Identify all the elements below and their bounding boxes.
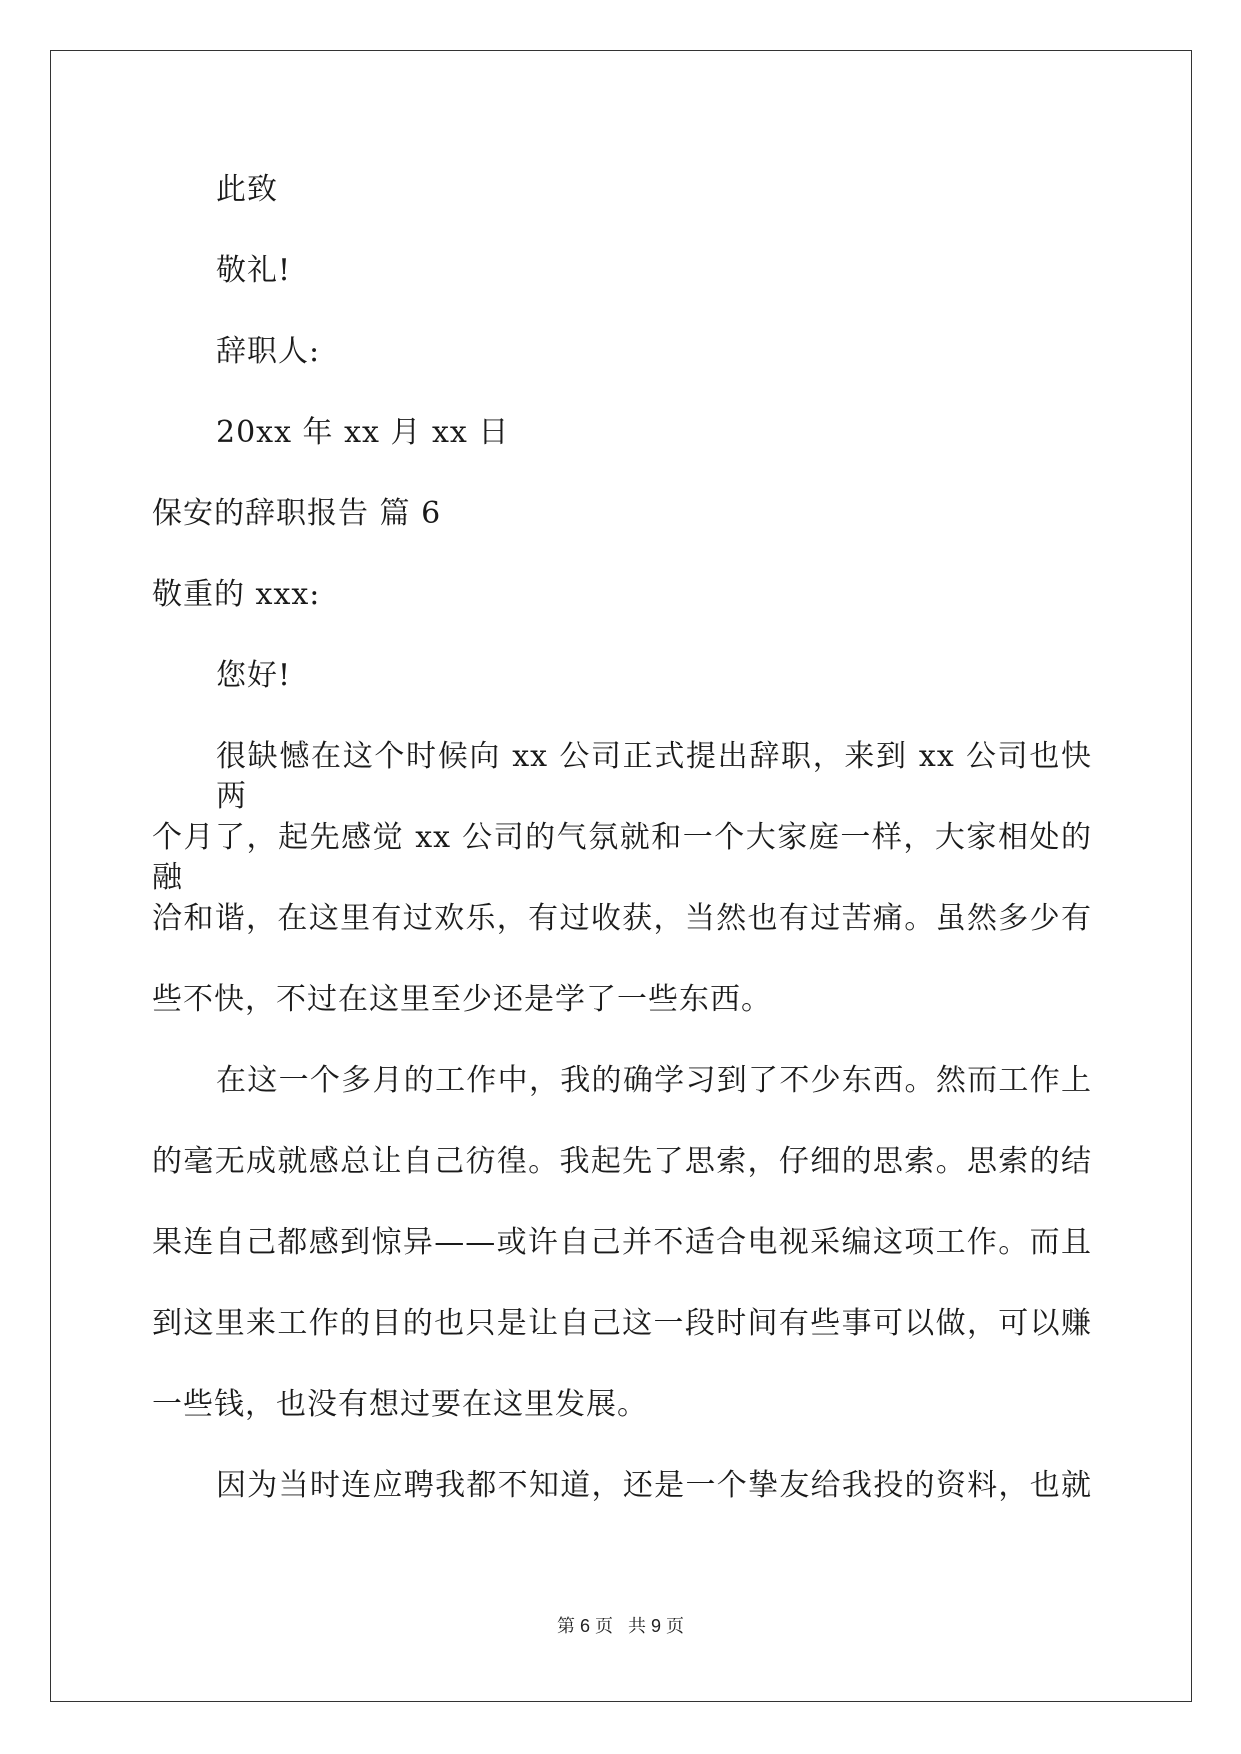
paragraph-2-line-4: 到这里来工作的目的也只是让自己这一段时间有些事可以做，可以赚 [152,1306,1092,1341]
paragraph-2-line-3: 果连自己都感到惊异——或许自己并不适合电视采编这项工作。而且 [152,1225,1092,1260]
paragraph-2-line-5: 一些钱，也没有想过要在这里发展。 [152,1387,648,1422]
page-number-footer: 第 6 页 共 9 页 [556,1616,685,1636]
paragraph-2-line-1: 在这一个多月的工作中，我的确学习到了不少东西。然而工作上 [216,1063,1092,1098]
signature-date: 20xx 年 xx 月 xx 日 [216,415,510,450]
paragraph-1-line-4: 些不快，不过在这里至少还是学了一些东西。 [152,982,772,1017]
letter-greeting: 您好! [216,658,292,693]
signer-label: 辞职人: [216,334,321,369]
paragraph-1-line-3: 洽和谐，在这里有过欢乐，有过收获，当然也有过苦痛。虽然多少有 [152,901,1092,936]
letter-addressee: 敬重的 xxx: [152,577,321,612]
paragraph-1-line-2: 个月了，起先感觉 xx 公司的气氛就和一个大家庭一样，大家相处的融 [152,820,1092,895]
paragraph-1-line-1: 很缺憾在这个时候向 xx 公司正式提出辞职，来到 xx 公司也快两 [216,739,1092,814]
closing-salutation: 此致 [216,172,278,207]
closing-regards: 敬礼! [216,253,292,288]
paragraph-2-line-2: 的毫无成就感总让自己彷徨。我起先了思索，仔细的思索。思索的结 [152,1144,1092,1179]
section-title: 保安的辞职报告 篇 6 [152,496,442,531]
paragraph-3-line-1: 因为当时连应聘我都不知道，还是一个挚友给我投的资料，也就 [216,1468,1092,1503]
